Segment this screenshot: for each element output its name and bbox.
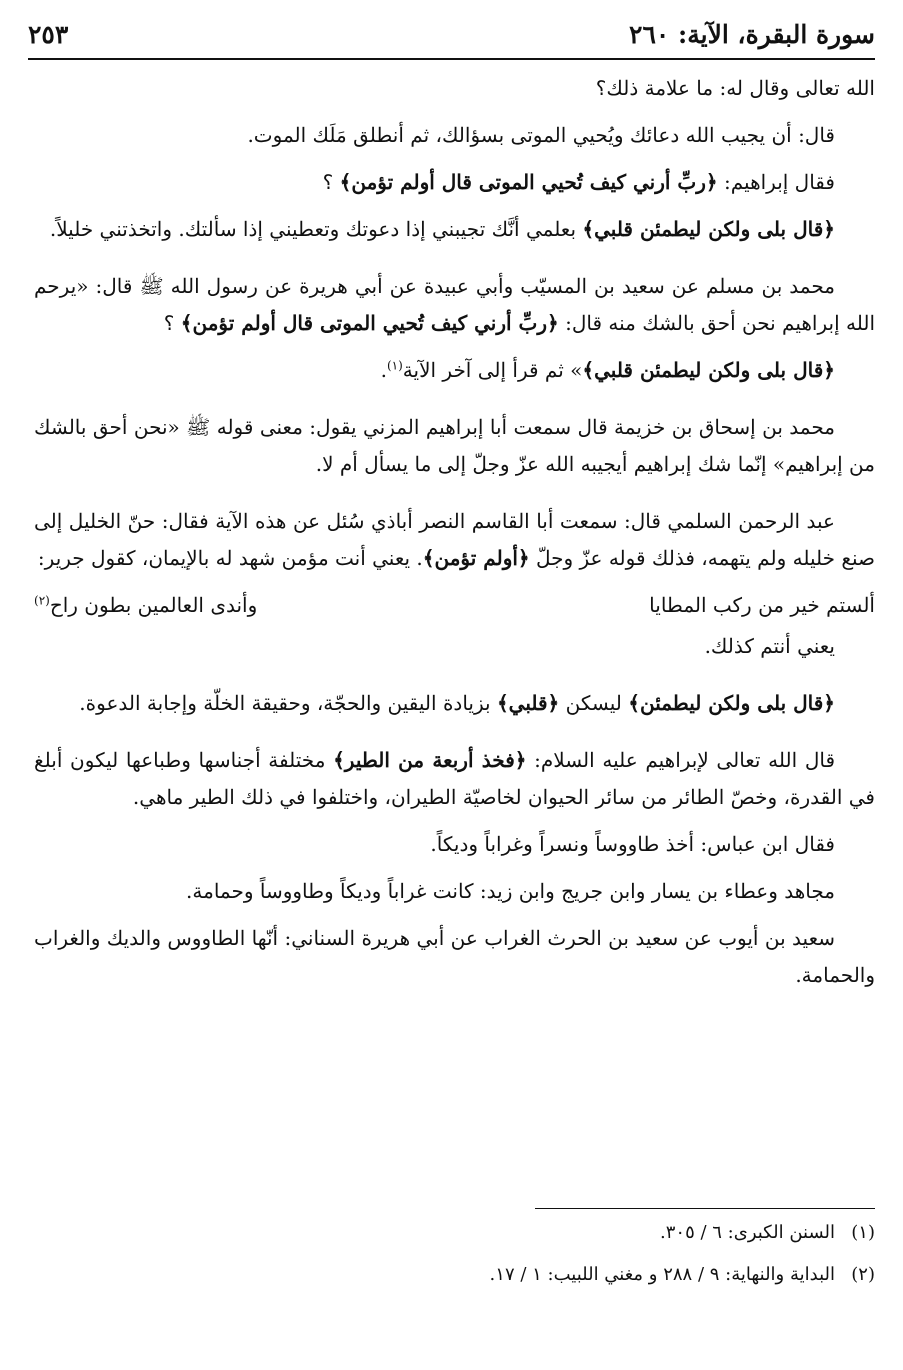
running-header: [28, 14, 875, 54]
quran-quote: ﴿ربِّ أرني كيف تُحيي الموتى قال أولم تؤمن﴾: [339, 170, 718, 194]
header-rule: [28, 58, 875, 60]
verse-first-hemistich: ألستم خير من ركب المطايا: [649, 593, 875, 617]
paragraph: ﴿قال بلى ولكن ليطمئن قلبي﴾ بعلمي أنَّك تجيبني إذا دعوتك وتعطيني إذا سألتك. واتخذتني خليلاً.: [49, 217, 835, 241]
paragraph: مجاهد وعطاء بن يسار وابن جريج وابن زيد: كانت غراباً وديكاً وطاووساً وحمامة.: [186, 879, 835, 903]
footnote-number: (٢): [851, 1264, 875, 1285]
header-title: سورة البقرة، الآية: ٢٦٠: [629, 19, 875, 49]
paragraph: ﴿قال بلى ولكن ليطمئن قلبي﴾» ثم قرأ إلى آخر الآية$^{(١)}$.: [380, 358, 835, 382]
footnote-text: السنن الكبرى: ٦ / ٣٠٥.: [660, 1222, 835, 1243]
paragraph: ﴿قال بلى ولكن ليطمئن﴾ ليسكن ﴿قلبي﴾ بزيادة اليقين والحجّة، وحقيقة الخلّة وإجابة الدعوة.: [79, 691, 835, 715]
page-number: ٢٥٣: [28, 19, 69, 49]
paragraph: فقال ابن عباس: أخذ طاووساً ونسراً وغراباً وديكاً.: [430, 832, 835, 856]
footnote-text: البداية والنهاية: ٩ / ٢٨٨ و مغني اللبيب: ١ / ١٧.: [489, 1264, 835, 1285]
paragraph: محمد بن إسحاق بن خزيمة قال سمعت أبا إبراهيم المزني يقول: معنى قوله ﷺ «نحن أحق بالشك من إبراهيم» إنّما شك إبراهيم أيجيبه الله عزّ وجلّ إلى ما يسأل أم لا.: [34, 415, 875, 476]
poetry-verse: [34, 587, 875, 624]
footnote: [34, 1258, 875, 1292]
paragraph: فقال إبراهيم: ﴿ربِّ أرني كيف تُحيي الموتى قال أولم تؤمن﴾ ؟: [322, 170, 835, 194]
quran-quote: ﴿ربِّ أرني كيف تُحيي الموتى قال أولم تؤمن﴾: [180, 311, 559, 335]
paragraph: قال الله تعالى لإبراهيم عليه السلام: ﴿فخذ أربعة من الطير﴾ مختلفة أجناسها وطباعها ليكون أبلغ في القدرة، وخصّ الطائر من سائر الحيوان لخاصيّة الطيران، واختلفوا في ذلك الطير ماهي.: [34, 748, 875, 809]
footnotes: [34, 1216, 875, 1300]
footnote-ref: (١): [386, 358, 403, 373]
paragraph: محمد بن مسلم عن سعيد بن المسيّب وأبي عبيدة عن أبي هريرة عن رسول الله ﷺ قال: «يرحم الله إبراهيم نحن أحق بالشك منه قال: ﴿ربِّ أرني كيف تُحيي الموتى قال أولم تؤمن﴾ ؟: [34, 274, 875, 335]
paragraph: سعيد بن أيوب عن سعيد بن الحرث الغراب عن أبي هريرة السناني: أنّها الطاووس والديك والغراب والحمامة.: [34, 926, 875, 987]
footnote: [34, 1216, 875, 1250]
paragraph: قال: أن يجيب الله دعائك ويُحيي الموتى بسؤالك، ثم أنطلق مَلَك الموت.: [247, 123, 835, 147]
footnote-number: (١): [851, 1222, 875, 1243]
paragraph: الله تعالى وقال له: ما علامة ذلك؟: [595, 76, 875, 100]
main-text: [34, 70, 875, 1004]
verse-second-hemistich: وأندى العالمين بطون راح$^{(٢)}$: [34, 593, 258, 617]
paragraph: يعني أنتم كذلك.: [704, 634, 835, 658]
quran-quote: ﴿فخذ أربعة من الطير﴾: [333, 748, 527, 772]
footnote-separator: [535, 1208, 875, 1209]
quran-quote: ﴿أولم تؤمن﴾: [422, 546, 530, 570]
quran-quote: ﴿قال بلى ولكن ليطمئن قلبي﴾: [582, 217, 835, 241]
quran-quote: ﴿قال بلى ولكن ليطمئن﴾: [628, 691, 835, 715]
footnote-ref: (٢): [34, 593, 50, 608]
quran-quote: ﴿قال بلى ولكن ليطمئن قلبي﴾: [582, 358, 835, 382]
quran-quote: ﴿قلبي﴾: [496, 691, 560, 715]
paragraph: عبد الرحمن السلمي قال: سمعت أبا القاسم النصر أباذي سُئل عن هذه الآية فقال: حنّ الخليل إلى صنع خليله ولم يتهمه، فذلك قوله عزّ وجلّ ﴿أولم تؤمن﴾. يعني أنت مؤمن شهد له بالإيمان، كقول جرير:: [34, 509, 875, 570]
